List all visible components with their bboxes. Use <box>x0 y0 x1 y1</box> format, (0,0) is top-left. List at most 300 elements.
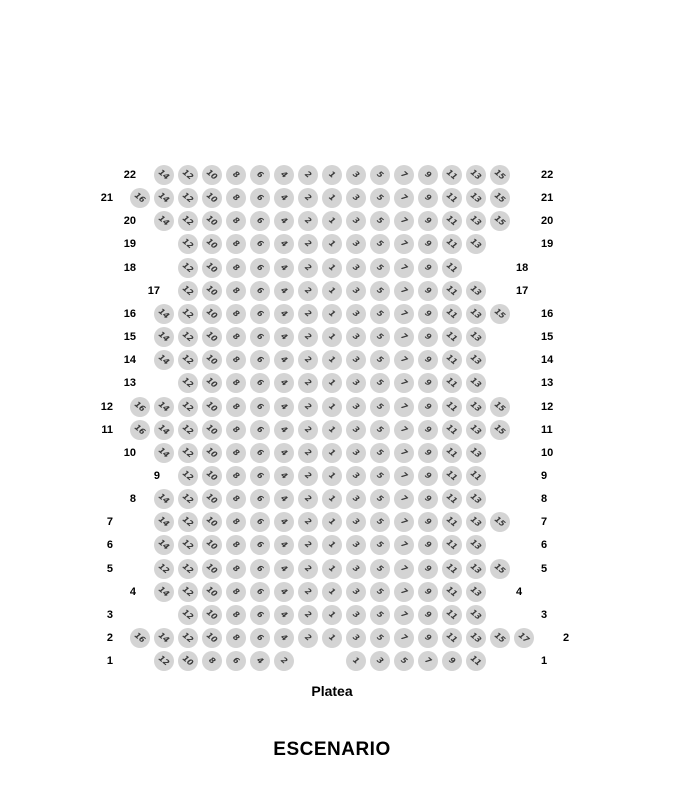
seat-row22-5[interactable] <box>370 165 390 185</box>
seat-row1-12[interactable] <box>154 651 174 671</box>
seat-row1-10[interactable] <box>178 651 198 671</box>
seat-row15-7[interactable] <box>394 327 414 347</box>
seat-row6-5[interactable] <box>370 535 390 555</box>
seat-row21-11[interactable] <box>442 188 462 208</box>
seat-row11-14[interactable] <box>154 420 174 440</box>
seat-row20-7[interactable] <box>394 211 414 231</box>
seat-row12-16[interactable] <box>130 397 150 417</box>
seat-row7-9[interactable] <box>418 512 438 532</box>
seat-row11-4[interactable] <box>274 420 294 440</box>
seat-row20-15[interactable] <box>490 211 510 231</box>
seat-row8-6[interactable] <box>250 489 270 509</box>
seat-row13-13[interactable] <box>466 373 486 393</box>
seat-row8-12[interactable] <box>178 489 198 509</box>
seat-row8-5[interactable] <box>370 489 390 509</box>
seat-row8-1[interactable] <box>322 489 342 509</box>
seat-row12-10[interactable] <box>202 397 222 417</box>
seat-row20-10[interactable] <box>202 211 222 231</box>
seat-row6-10[interactable] <box>202 535 222 555</box>
seat-row8-4[interactable] <box>274 489 294 509</box>
seat-row20-5[interactable] <box>370 211 390 231</box>
seat-row11-16[interactable] <box>130 420 150 440</box>
seat-row9-1[interactable] <box>322 466 342 486</box>
seat-row17-5[interactable] <box>370 281 390 301</box>
seat-row8-7[interactable] <box>394 489 414 509</box>
seat-row10-12[interactable] <box>178 443 198 463</box>
seat-row20-12[interactable] <box>178 211 198 231</box>
seat-row14-6[interactable] <box>250 350 270 370</box>
seat-row5-10[interactable] <box>202 559 222 579</box>
seat-row14-3[interactable] <box>346 350 366 370</box>
seat-row6-3[interactable] <box>346 535 366 555</box>
seat-row18-12[interactable] <box>178 258 198 278</box>
seat-row2-2[interactable] <box>298 628 318 648</box>
seat-row6-13[interactable] <box>466 535 486 555</box>
seat-row7-5[interactable] <box>370 512 390 532</box>
seat-row13-8[interactable] <box>226 373 246 393</box>
seat-row16-6[interactable] <box>250 304 270 324</box>
seat-row13-12[interactable] <box>178 373 198 393</box>
seat-row13-4[interactable] <box>274 373 294 393</box>
seat-row11-11[interactable] <box>442 420 462 440</box>
seat-row14-10[interactable] <box>202 350 222 370</box>
seat-row17-2[interactable] <box>298 281 318 301</box>
seat-row10-1[interactable] <box>322 443 342 463</box>
seat-row2-7[interactable] <box>394 628 414 648</box>
seat-row16-11[interactable] <box>442 304 462 324</box>
seat-row22-7[interactable] <box>394 165 414 185</box>
seat-row5-4[interactable] <box>274 559 294 579</box>
seat-row12-12[interactable] <box>178 397 198 417</box>
seat-row4-1[interactable] <box>322 582 342 602</box>
seat-row5-15[interactable] <box>490 559 510 579</box>
seat-row16-5[interactable] <box>370 304 390 324</box>
seat-row6-7[interactable] <box>394 535 414 555</box>
seat-row17-9[interactable] <box>418 281 438 301</box>
seat-row2-10[interactable] <box>202 628 222 648</box>
seat-row14-12[interactable] <box>178 350 198 370</box>
seat-row11-6[interactable] <box>250 420 270 440</box>
seat-row4-10[interactable] <box>202 582 222 602</box>
seat-row13-9[interactable] <box>418 373 438 393</box>
seat-row20-13[interactable] <box>466 211 486 231</box>
seat-row2-16[interactable] <box>130 628 150 648</box>
seat-row10-11[interactable] <box>442 443 462 463</box>
seat-row21-6[interactable] <box>250 188 270 208</box>
seat-row19-7[interactable] <box>394 234 414 254</box>
seat-row7-14[interactable] <box>154 512 174 532</box>
seat-row2-9[interactable] <box>418 628 438 648</box>
seat-row14-1[interactable] <box>322 350 342 370</box>
seat-row17-4[interactable] <box>274 281 294 301</box>
seat-row22-8[interactable] <box>226 165 246 185</box>
seat-row8-14[interactable] <box>154 489 174 509</box>
seat-row15-11[interactable] <box>442 327 462 347</box>
seat-row14-13[interactable] <box>466 350 486 370</box>
seat-row15-6[interactable] <box>250 327 270 347</box>
seat-row21-10[interactable] <box>202 188 222 208</box>
seat-row17-1[interactable] <box>322 281 342 301</box>
seat-row15-14[interactable] <box>154 327 174 347</box>
seat-row3-9[interactable] <box>418 605 438 625</box>
seat-row10-10[interactable] <box>202 443 222 463</box>
seat-row13-2[interactable] <box>298 373 318 393</box>
seat-row7-11[interactable] <box>442 512 462 532</box>
seat-row7-15[interactable] <box>490 512 510 532</box>
seat-row20-4[interactable] <box>274 211 294 231</box>
seat-row10-14[interactable] <box>154 443 174 463</box>
seat-row9-11[interactable] <box>442 466 462 486</box>
seat-row2-6[interactable] <box>250 628 270 648</box>
seat-row4-14[interactable] <box>154 582 174 602</box>
seat-row12-7[interactable] <box>394 397 414 417</box>
seat-row5-5[interactable] <box>370 559 390 579</box>
seat-row7-3[interactable] <box>346 512 366 532</box>
seat-row10-7[interactable] <box>394 443 414 463</box>
seat-row20-6[interactable] <box>250 211 270 231</box>
seat-row5-13[interactable] <box>466 559 486 579</box>
seat-row11-15[interactable] <box>490 420 510 440</box>
seat-row16-15[interactable] <box>490 304 510 324</box>
seat-row19-1[interactable] <box>322 234 342 254</box>
seat-row5-6[interactable] <box>250 559 270 579</box>
seat-row7-10[interactable] <box>202 512 222 532</box>
seat-row22-1[interactable] <box>322 165 342 185</box>
seat-row11-13[interactable] <box>466 420 486 440</box>
seat-row1-8[interactable] <box>202 651 222 671</box>
seat-row9-7[interactable] <box>394 466 414 486</box>
seat-row22-12[interactable] <box>178 165 198 185</box>
seat-row3-5[interactable] <box>370 605 390 625</box>
seat-row13-1[interactable] <box>322 373 342 393</box>
seat-row9-9[interactable] <box>418 466 438 486</box>
seat-row2-12[interactable] <box>178 628 198 648</box>
seat-row2-1[interactable] <box>322 628 342 648</box>
seat-row19-13[interactable] <box>466 234 486 254</box>
seat-row12-11[interactable] <box>442 397 462 417</box>
seat-row3-4[interactable] <box>274 605 294 625</box>
seat-row9-5[interactable] <box>370 466 390 486</box>
seat-row1-11[interactable] <box>466 651 486 671</box>
seat-row6-9[interactable] <box>418 535 438 555</box>
seat-row12-14[interactable] <box>154 397 174 417</box>
seat-row22-11[interactable] <box>442 165 462 185</box>
seat-row17-11[interactable] <box>442 281 462 301</box>
seat-row8-8[interactable] <box>226 489 246 509</box>
seat-row16-4[interactable] <box>274 304 294 324</box>
seat-row21-14[interactable] <box>154 188 174 208</box>
seat-row4-11[interactable] <box>442 582 462 602</box>
seat-row8-2[interactable] <box>298 489 318 509</box>
seat-row9-10[interactable] <box>202 466 222 486</box>
seat-row12-9[interactable] <box>418 397 438 417</box>
seat-row10-2[interactable] <box>298 443 318 463</box>
seat-row16-7[interactable] <box>394 304 414 324</box>
seat-row21-1[interactable] <box>322 188 342 208</box>
seat-row5-7[interactable] <box>394 559 414 579</box>
seat-row6-2[interactable] <box>298 535 318 555</box>
seat-row18-11[interactable] <box>442 258 462 278</box>
seat-row4-12[interactable] <box>178 582 198 602</box>
seat-row2-5[interactable] <box>370 628 390 648</box>
seat-row13-5[interactable] <box>370 373 390 393</box>
seat-row8-9[interactable] <box>418 489 438 509</box>
seat-row18-4[interactable] <box>274 258 294 278</box>
seat-row12-3[interactable] <box>346 397 366 417</box>
seat-row11-8[interactable] <box>226 420 246 440</box>
seat-row13-10[interactable] <box>202 373 222 393</box>
seat-row18-8[interactable] <box>226 258 246 278</box>
seat-row2-4[interactable] <box>274 628 294 648</box>
seat-row15-3[interactable] <box>346 327 366 347</box>
seat-row14-4[interactable] <box>274 350 294 370</box>
seat-row17-7[interactable] <box>394 281 414 301</box>
seat-row9-4[interactable] <box>274 466 294 486</box>
seat-row16-12[interactable] <box>178 304 198 324</box>
seat-row15-12[interactable] <box>178 327 198 347</box>
seat-row12-6[interactable] <box>250 397 270 417</box>
seat-row17-6[interactable] <box>250 281 270 301</box>
seat-row13-6[interactable] <box>250 373 270 393</box>
seat-row13-11[interactable] <box>442 373 462 393</box>
seat-row1-7[interactable] <box>418 651 438 671</box>
seat-row22-4[interactable] <box>274 165 294 185</box>
seat-row21-13[interactable] <box>466 188 486 208</box>
seat-row14-9[interactable] <box>418 350 438 370</box>
seat-row21-12[interactable] <box>178 188 198 208</box>
seat-row11-3[interactable] <box>346 420 366 440</box>
seat-row17-8[interactable] <box>226 281 246 301</box>
seat-row1-9[interactable] <box>442 651 462 671</box>
seat-row9-12[interactable] <box>178 466 198 486</box>
seat-row18-10[interactable] <box>202 258 222 278</box>
seat-row14-11[interactable] <box>442 350 462 370</box>
seat-row1-5[interactable] <box>394 651 414 671</box>
seat-row1-4[interactable] <box>250 651 270 671</box>
seat-row4-2[interactable] <box>298 582 318 602</box>
seat-row7-2[interactable] <box>298 512 318 532</box>
seat-row18-3[interactable] <box>346 258 366 278</box>
seat-row6-14[interactable] <box>154 535 174 555</box>
seat-row9-8[interactable] <box>226 466 246 486</box>
seat-row8-10[interactable] <box>202 489 222 509</box>
seat-row10-4[interactable] <box>274 443 294 463</box>
seat-row13-7[interactable] <box>394 373 414 393</box>
seat-row18-1[interactable] <box>322 258 342 278</box>
seat-row11-5[interactable] <box>370 420 390 440</box>
seat-row8-3[interactable] <box>346 489 366 509</box>
seat-row15-1[interactable] <box>322 327 342 347</box>
seat-row3-12[interactable] <box>178 605 198 625</box>
seat-row4-9[interactable] <box>418 582 438 602</box>
seat-row20-3[interactable] <box>346 211 366 231</box>
seat-row11-10[interactable] <box>202 420 222 440</box>
seat-row19-6[interactable] <box>250 234 270 254</box>
seat-row22-13[interactable] <box>466 165 486 185</box>
seat-row8-11[interactable] <box>442 489 462 509</box>
seat-row15-2[interactable] <box>298 327 318 347</box>
seat-row3-13[interactable] <box>466 605 486 625</box>
seat-row21-16[interactable] <box>130 188 150 208</box>
seat-row1-3[interactable] <box>370 651 390 671</box>
seat-row4-5[interactable] <box>370 582 390 602</box>
seat-row12-8[interactable] <box>226 397 246 417</box>
seat-row18-7[interactable] <box>394 258 414 278</box>
seat-row7-7[interactable] <box>394 512 414 532</box>
seat-row3-7[interactable] <box>394 605 414 625</box>
seat-row10-8[interactable] <box>226 443 246 463</box>
seat-row16-9[interactable] <box>418 304 438 324</box>
seat-row18-9[interactable] <box>418 258 438 278</box>
seat-row3-10[interactable] <box>202 605 222 625</box>
seat-row2-11[interactable] <box>442 628 462 648</box>
seat-row6-8[interactable] <box>226 535 246 555</box>
seat-row17-12[interactable] <box>178 281 198 301</box>
seat-row2-15[interactable] <box>490 628 510 648</box>
seat-row19-10[interactable] <box>202 234 222 254</box>
seat-row18-2[interactable] <box>298 258 318 278</box>
seat-row22-15[interactable] <box>490 165 510 185</box>
seat-row15-13[interactable] <box>466 327 486 347</box>
seat-row4-3[interactable] <box>346 582 366 602</box>
seat-row7-6[interactable] <box>250 512 270 532</box>
seat-row4-8[interactable] <box>226 582 246 602</box>
seat-row21-8[interactable] <box>226 188 246 208</box>
seat-row19-11[interactable] <box>442 234 462 254</box>
seat-row16-8[interactable] <box>226 304 246 324</box>
seat-row4-4[interactable] <box>274 582 294 602</box>
seat-row16-14[interactable] <box>154 304 174 324</box>
seat-row11-1[interactable] <box>322 420 342 440</box>
seat-row3-1[interactable] <box>322 605 342 625</box>
seat-row5-8[interactable] <box>226 559 246 579</box>
seat-row6-4[interactable] <box>274 535 294 555</box>
seat-row12-5[interactable] <box>370 397 390 417</box>
seat-row16-2[interactable] <box>298 304 318 324</box>
seat-row17-3[interactable] <box>346 281 366 301</box>
seat-row6-12[interactable] <box>178 535 198 555</box>
seat-row6-11[interactable] <box>442 535 462 555</box>
seat-row15-9[interactable] <box>418 327 438 347</box>
seat-row10-13[interactable] <box>466 443 486 463</box>
seat-row5-12[interactable] <box>154 559 174 579</box>
seat-row6-6[interactable] <box>250 535 270 555</box>
seat-row19-9[interactable] <box>418 234 438 254</box>
seat-row10-6[interactable] <box>250 443 270 463</box>
seat-row5-1[interactable] <box>322 559 342 579</box>
seat-row19-12[interactable] <box>178 234 198 254</box>
seat-row14-14[interactable] <box>154 350 174 370</box>
seat-row19-4[interactable] <box>274 234 294 254</box>
seat-row20-1[interactable] <box>322 211 342 231</box>
seat-row11-7[interactable] <box>394 420 414 440</box>
seat-row21-15[interactable] <box>490 188 510 208</box>
seat-row22-14[interactable] <box>154 165 174 185</box>
seat-row1-1[interactable] <box>346 651 366 671</box>
seat-row2-17[interactable] <box>514 628 534 648</box>
seat-row5-2[interactable] <box>298 559 318 579</box>
seat-row22-10[interactable] <box>202 165 222 185</box>
seat-row1-6[interactable] <box>226 651 246 671</box>
seat-row15-10[interactable] <box>202 327 222 347</box>
seat-row4-7[interactable] <box>394 582 414 602</box>
seat-row9-2[interactable] <box>298 466 318 486</box>
seat-row11-12[interactable] <box>178 420 198 440</box>
seat-row11-9[interactable] <box>418 420 438 440</box>
seat-row22-9[interactable] <box>418 165 438 185</box>
seat-row21-2[interactable] <box>298 188 318 208</box>
seat-row14-8[interactable] <box>226 350 246 370</box>
seat-row7-8[interactable] <box>226 512 246 532</box>
seat-row3-8[interactable] <box>226 605 246 625</box>
seat-row7-13[interactable] <box>466 512 486 532</box>
seat-row2-13[interactable] <box>466 628 486 648</box>
seat-row14-2[interactable] <box>298 350 318 370</box>
seat-row10-5[interactable] <box>370 443 390 463</box>
seat-row12-1[interactable] <box>322 397 342 417</box>
seat-row7-4[interactable] <box>274 512 294 532</box>
seat-row19-5[interactable] <box>370 234 390 254</box>
seat-row17-13[interactable] <box>466 281 486 301</box>
seat-row20-8[interactable] <box>226 211 246 231</box>
seat-row19-8[interactable] <box>226 234 246 254</box>
seat-row21-9[interactable] <box>418 188 438 208</box>
seat-row15-8[interactable] <box>226 327 246 347</box>
seat-row3-2[interactable] <box>298 605 318 625</box>
seat-row22-6[interactable] <box>250 165 270 185</box>
seat-row12-4[interactable] <box>274 397 294 417</box>
seat-row22-2[interactable] <box>298 165 318 185</box>
seat-row3-3[interactable] <box>346 605 366 625</box>
seat-row5-3[interactable] <box>346 559 366 579</box>
seat-row2-14[interactable] <box>154 628 174 648</box>
seat-row3-6[interactable] <box>250 605 270 625</box>
seat-row16-10[interactable] <box>202 304 222 324</box>
seat-row5-9[interactable] <box>418 559 438 579</box>
seat-row12-2[interactable] <box>298 397 318 417</box>
seat-row10-9[interactable] <box>418 443 438 463</box>
seat-row9-11[interactable] <box>466 466 486 486</box>
seat-row15-5[interactable] <box>370 327 390 347</box>
seat-row19-3[interactable] <box>346 234 366 254</box>
seat-row14-5[interactable] <box>370 350 390 370</box>
seat-row4-6[interactable] <box>250 582 270 602</box>
seat-row20-11[interactable] <box>442 211 462 231</box>
seat-row3-11[interactable] <box>442 605 462 625</box>
seat-row12-15[interactable] <box>490 397 510 417</box>
seat-row16-3[interactable] <box>346 304 366 324</box>
seat-row9-3[interactable] <box>346 466 366 486</box>
seat-row8-13[interactable] <box>466 489 486 509</box>
seat-row20-9[interactable] <box>418 211 438 231</box>
seat-row21-5[interactable] <box>370 188 390 208</box>
seat-row7-1[interactable] <box>322 512 342 532</box>
seat-row5-12[interactable] <box>178 559 198 579</box>
seat-row11-2[interactable] <box>298 420 318 440</box>
seat-row9-6[interactable] <box>250 466 270 486</box>
seat-row16-1[interactable] <box>322 304 342 324</box>
seat-row13-3[interactable] <box>346 373 366 393</box>
seat-row15-4[interactable] <box>274 327 294 347</box>
seat-row21-7[interactable] <box>394 188 414 208</box>
seat-row4-13[interactable] <box>466 582 486 602</box>
seat-row1-2[interactable] <box>274 651 294 671</box>
seat-row18-5[interactable] <box>370 258 390 278</box>
seat-row22-3[interactable] <box>346 165 366 185</box>
seat-row7-12[interactable] <box>178 512 198 532</box>
seat-row14-7[interactable] <box>394 350 414 370</box>
seat-row12-13[interactable] <box>466 397 486 417</box>
